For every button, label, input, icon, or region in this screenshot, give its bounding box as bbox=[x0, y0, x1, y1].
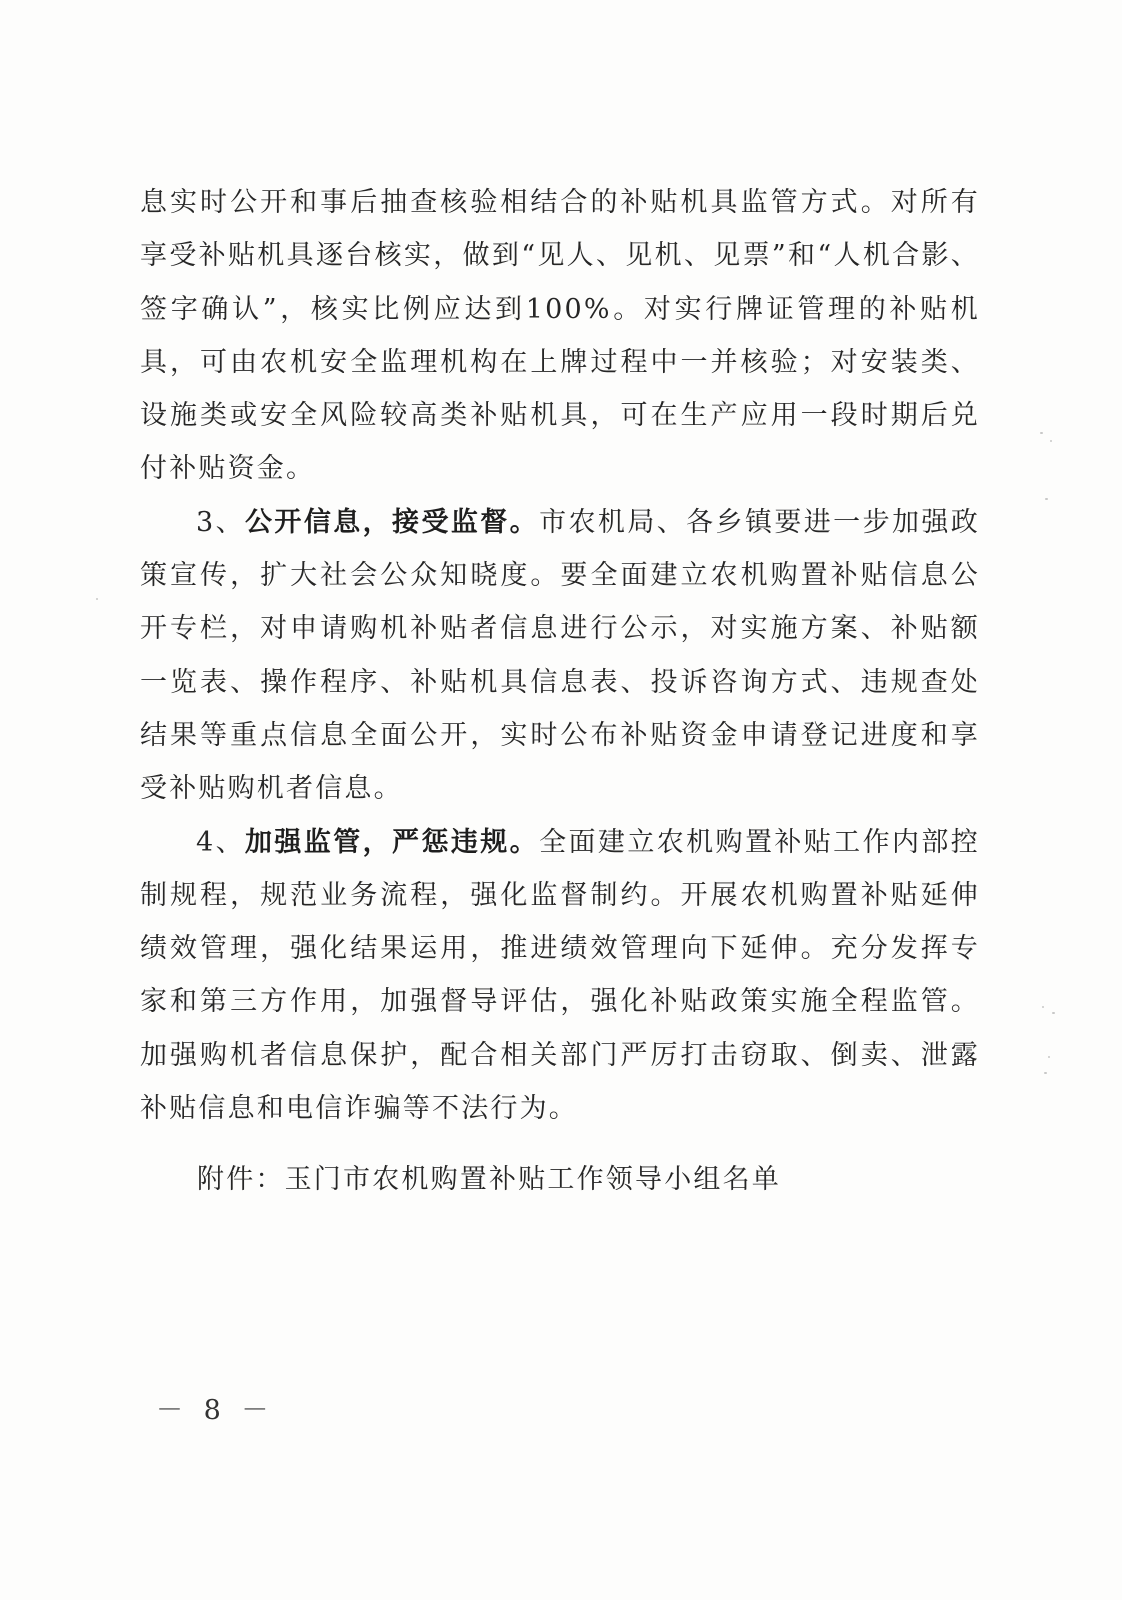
page-number: － 8 － bbox=[156, 1395, 275, 1426]
paragraph-section-3 bbox=[140, 496, 980, 816]
section-4-number: 4、 bbox=[196, 826, 245, 858]
paragraph-continued bbox=[140, 176, 980, 496]
scan-speck bbox=[1044, 1072, 1047, 1074]
scan-speck bbox=[1042, 1006, 1044, 1008]
section-3-number: 3、 bbox=[196, 506, 245, 538]
section-4-heading: 加强监管，严惩违规。 bbox=[245, 826, 540, 858]
scan-speck bbox=[1052, 1012, 1055, 1014]
paragraph-section-4 bbox=[140, 816, 980, 1136]
paragraph-1-text: 息实时公开和事后抽查核验相结合的补贴机具监管方式。对所有享受补贴机具逐台核实，做到“见人、见机、见票”和“人机合影、签字确认”，核实比例应达到100%。对实行牌证管理的补贴机具，可由农机安全监理机构在上牌过程中一并核验；对安装类、设施类或安全风险较高类补贴机具，可在生产应用一段时期后兑付补贴资金。 bbox=[140, 187, 980, 485]
section-3-heading: 公开信息，接受监督。 bbox=[245, 506, 540, 538]
attachment-line: 附件：玉门市农机购置补贴工作领导小组名单 bbox=[197, 1164, 781, 1195]
scan-speck bbox=[1048, 1056, 1050, 1058]
body-text bbox=[140, 176, 980, 1135]
scan-speck bbox=[96, 598, 98, 600]
scan-speck bbox=[1045, 498, 1048, 500]
section-4-text: 全面建立农机购置补贴工作内部控制规程，规范业务流程，强化监督制约。开展农机购置补贴延伸绩效管理，强化结果运用，推进绩效管理向下延伸。充分发挥专家和第三方作用，加强督导评估，强化补贴政策实施全程监管。加强购机者信息保护，配合相关部门严厉打击窃取、倒卖、泄露补贴信息和电信诈骗等不法行为。 bbox=[140, 826, 981, 1125]
section-3-text: 市农机局、各乡镇要进一步加强政策宣传，扩大社会公众知晓度。要全面建立农机购置补贴信息公开专栏，对申请购机补贴者信息进行公示，对实施方案、补贴额一览表、操作程序、补贴机具信息表、投诉咨询方式、违规查处结果等重点信息全面公开，实时公布补贴资金申请登记进度和享受补贴购机者信息。 bbox=[140, 506, 981, 805]
scan-speck bbox=[1050, 440, 1052, 442]
scan-speck bbox=[1040, 432, 1043, 434]
